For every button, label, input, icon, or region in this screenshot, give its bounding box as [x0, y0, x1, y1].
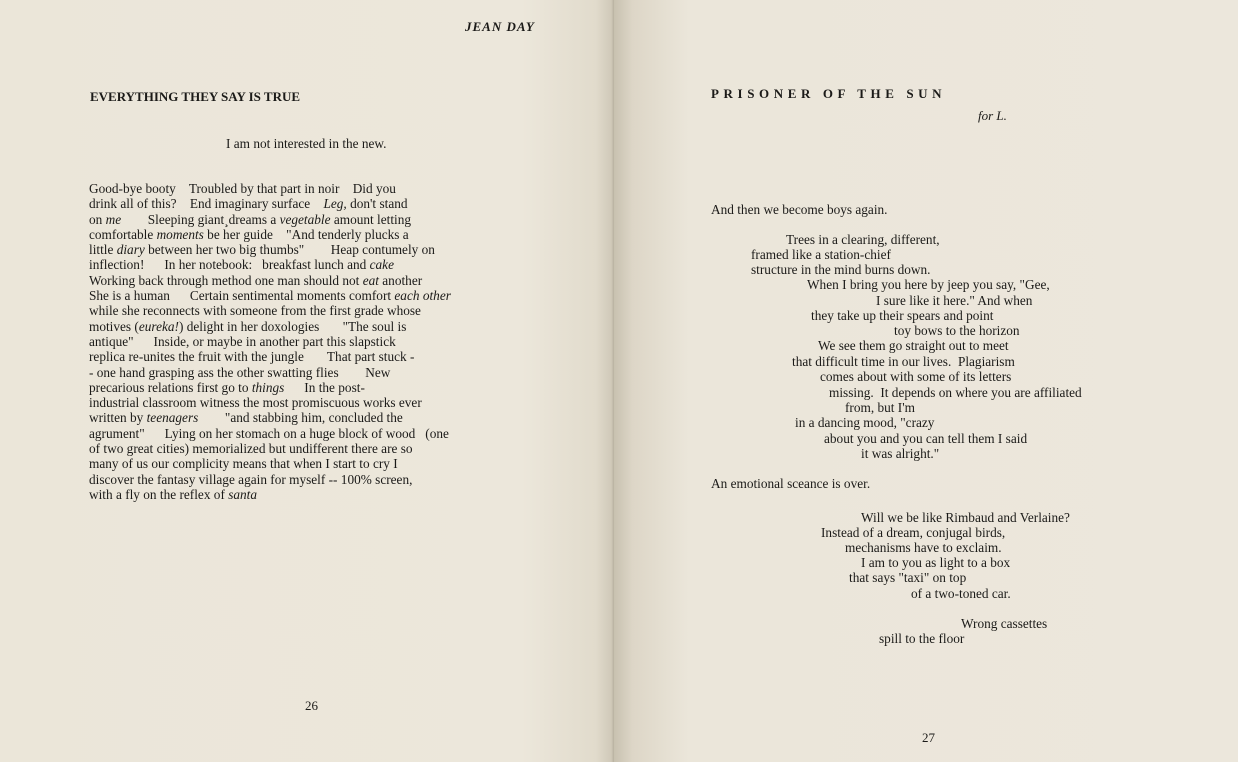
text-run: little — [89, 242, 117, 258]
prose-line — [89, 242, 551, 257]
page-number-right: 27 — [922, 730, 935, 745]
text-run: - one hand grasping ass the other swatting flies New — [89, 364, 391, 380]
verse-line: missing. It depends on where you are affiliated — [829, 385, 1082, 400]
prose-line — [89, 334, 551, 349]
verse-line: I sure like it here." And when — [876, 293, 1033, 308]
text-run: amount letting — [330, 211, 412, 227]
text-run: In the post- — [284, 379, 365, 395]
opening-line: And then we become boys again. — [711, 202, 888, 217]
prose-line — [89, 487, 551, 502]
verse-line: it was alright." — [861, 446, 940, 461]
text-run: while she reconnects with someone from the first grade whose — [89, 303, 421, 319]
text-run: antique" Inside, or maybe in another part this slapstick — [89, 333, 396, 349]
verse-line: they take up their spears and point — [811, 308, 994, 323]
verse-line: toy bows to the horizon — [894, 323, 1020, 338]
text-run: on — [89, 211, 106, 227]
text-run: agrument" Lying on her stomach on a huge block of wood (one — [89, 425, 449, 441]
text-run: discover the fantasy village again for myself -- 100% screen, — [89, 471, 413, 487]
verse-line: that says "taxi" on top — [849, 570, 967, 585]
text-run: between her two big thumbs" Heap contumely on — [144, 242, 435, 258]
text-run: with a fly on the reflex of — [89, 486, 229, 502]
verse-line: mechanisms have to exclaim. — [845, 540, 1002, 555]
text-run: of two great cities) memorialized but undifferent there are so — [89, 441, 413, 457]
middle-line: An emotional sceance is over. — [711, 476, 871, 491]
verse-line: in a dancing mood, "crazy — [795, 415, 935, 430]
verse-line: When I bring you here by jeep you say, "Gee, — [807, 277, 1050, 292]
prose-line — [89, 319, 551, 334]
prose-line — [89, 181, 551, 196]
verse-line: of a two-toned car. — [911, 586, 1011, 601]
prose-line — [89, 288, 551, 303]
verse-line: Wrong cassettes — [961, 616, 1048, 631]
text-run: written by — [89, 410, 147, 426]
prose-line — [89, 303, 551, 318]
italic-phrase: cake — [369, 257, 394, 273]
verse-line: that difficult time in our lives. Plagiarism — [792, 354, 1015, 369]
italic-phrase: things — [251, 379, 285, 395]
poem-title-left: EVERYTHING THEY SAY IS TRUE — [90, 89, 301, 104]
text-run: be her guide "And tenderly plucks a — [203, 226, 409, 242]
prose-line — [89, 227, 551, 242]
verse-line: Instead of a dream, conjugal birds, — [821, 525, 1006, 540]
text-run: many of us our complicity means that when I start to cry I — [89, 456, 398, 472]
text-run: replica re-unites the fruit with the jungle That part stuck - — [89, 349, 415, 365]
dedication: for L. — [978, 108, 1007, 123]
verse-line: Trees in a clearing, different, — [786, 232, 940, 247]
text-run: drink all of this? End imaginary surface — [89, 196, 324, 212]
italic-phrase: each other — [394, 288, 451, 304]
prose-line — [89, 380, 551, 395]
verse-line: structure in the mind burns down. — [751, 262, 931, 277]
italic-phrase: Leg, — [323, 196, 347, 212]
text-run: ) delight in her doxologies "The soul is — [178, 318, 407, 334]
verse-line: framed like a station-chief — [751, 247, 891, 262]
prose-poem-body — [89, 181, 551, 502]
epigraph: I am not interested in the new. — [226, 136, 387, 151]
text-run: Sleeping giant¸dreams a — [121, 211, 280, 227]
verse-line: comes about with some of its letters — [820, 369, 1012, 384]
text-run: "and stabbing him, concluded the — [198, 410, 403, 426]
prose-line — [89, 349, 551, 364]
prose-line — [89, 273, 551, 288]
prose-line — [89, 257, 551, 272]
verse-line: Will we be like Rimbaud and Verlaine? — [861, 510, 1070, 525]
left-page — [0, 0, 614, 762]
prose-line — [89, 365, 551, 380]
text-run: don't stand — [346, 196, 408, 212]
prose-line — [89, 196, 551, 211]
italic-phrase: diary — [116, 242, 145, 258]
prose-line — [89, 395, 551, 410]
verse-line: from, but I'm — [845, 400, 915, 415]
text-run: another — [378, 272, 423, 288]
text-run: inflection! In her notebook: breakfast lunch and — [89, 257, 370, 273]
prose-line — [89, 441, 551, 456]
prose-line — [89, 212, 551, 227]
prose-line — [89, 410, 551, 425]
text-run: She is a human Certain sentimental moments comfort — [89, 288, 395, 304]
verse-line: We see them go straight out to meet — [818, 338, 1009, 353]
italic-phrase: vegetable — [279, 211, 331, 227]
prose-line — [89, 456, 551, 471]
italic-phrase: moments — [156, 226, 204, 242]
italic-phrase: eureka! — [138, 318, 179, 334]
italic-phrase: santa — [228, 486, 258, 502]
page-number-left: 26 — [305, 698, 318, 713]
poem-title-right: PRISONER OF THE SUN — [711, 86, 947, 101]
verse-line: spill to the floor — [879, 631, 965, 646]
text-run: Good-bye booty Troubled by that part in noir Did you — [89, 181, 396, 196]
right-page — [614, 0, 1238, 762]
running-head-author: JEAN DAY — [465, 19, 535, 34]
prose-line — [89, 472, 551, 487]
text-run: Working back through method one man should not — [89, 272, 363, 288]
italic-phrase: teenagers — [146, 410, 199, 426]
verse-line: I am to you as light to a box — [861, 555, 1011, 570]
text-run: precarious relations first go to — [89, 379, 252, 395]
text-run: motives ( — [89, 318, 139, 334]
italic-phrase: me — [105, 211, 122, 227]
verse-line: about you and you can tell them I said — [824, 431, 1028, 446]
italic-phrase: eat — [362, 272, 379, 288]
text-run: industrial classroom witness the most promiscuous works ever — [89, 395, 422, 411]
prose-line — [89, 426, 551, 441]
text-run: comfortable — [89, 226, 157, 242]
